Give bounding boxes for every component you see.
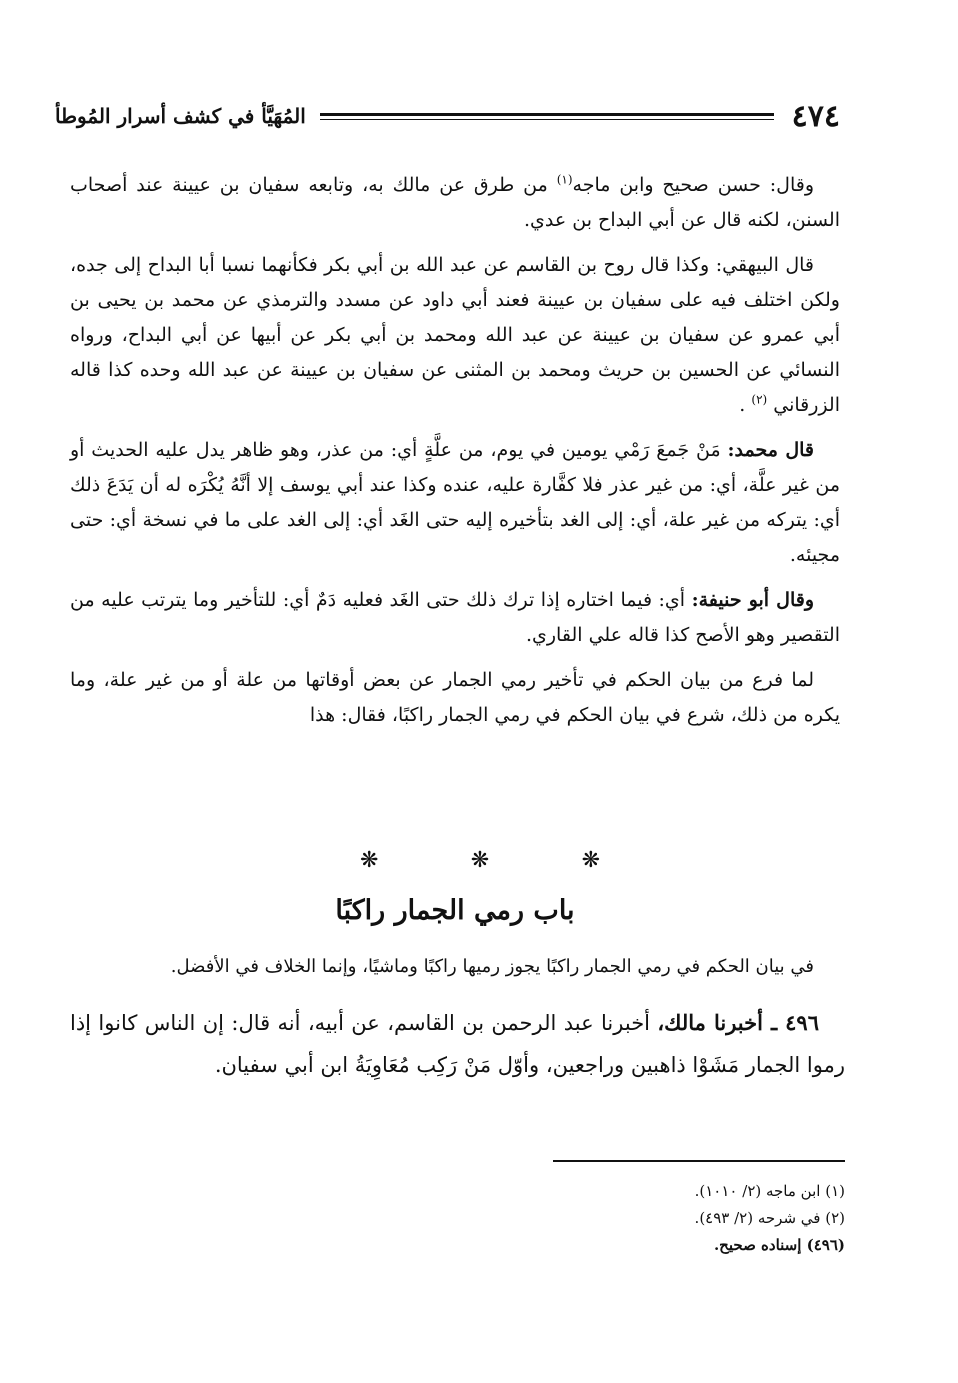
paragraph-4-text: أي: فيما اختاره إذا ترك ذلك حتى الغَد فعليه دَمٌ أي: للتأخير وما يترتب عليه من التقصير وهو الأصح كذا قاله علي القاري.: [70, 589, 840, 646]
paragraph-5-text: لما فرع من بيان الحكم في تأخير رمي الجمار عن بعض أوقاتها من علة أو من غير علة، وما يكره من ذلك، شرع في بيان الحكم في رمي الجمار راكبًا، فقال: هذا: [70, 669, 840, 726]
footnote-3: (٤٩٦) إسناده صحيح.: [713, 1236, 845, 1254]
hadith-number-lead: ٤٩٦ ـ أخبرنا مالك،: [657, 1010, 819, 1035]
paragraph-3: [70, 433, 840, 573]
footnote-2: (٢) في شرحه (٢/ ٤٩٣).: [694, 1209, 845, 1227]
hadith-text: [70, 1002, 845, 1086]
book-title: المُهَيَّأ في كشف أسرار المُوطأ: [55, 104, 306, 128]
paragraph-5: [70, 663, 840, 733]
page-header: [55, 92, 840, 140]
paragraph-2-text: قال البيهقي: وكذا قال روح بن القاسم عن عبد الله بن أبي بكر فكأنهما نسبا أبا البداح إلى جده، ولكن اختلف فيه على سفيان بن عيينة فعند أبي داود عن مسدد والترمذي عن محمد بن يحيى بن أبي عمرو عن سفيان بن عيينة عن عبد الله ومحمد بن أبي بكر عن أبيها عن أبي البداح، ورواه النسائي عن الحسين بن حريث ومحمد بن المثنى عن سفيان بن عيينة عن عبد الله وحده كذا قاله الزرقاني: [70, 254, 840, 416]
section-separator: [360, 848, 600, 873]
footnote-ref-2: (٢): [751, 392, 768, 407]
star-icon: ❋: [470, 848, 490, 873]
paragraph-3-text: مَنْ جَمعَ رَمْي يومين في يوم، من علَّةٍ أي: من عذر، وهو ظاهر يدل عليه الحديث أو من غير علَّة، أي: من غير عذر فلا كفَّارة عليه، عنده وكذا عند أبي يوسف إلا أنَّهُ يُكْرَه له أن يَدَعَ ذلك أي: يتركه من غير علة، أي: إلى الغد بتأخيره إليه حتى الغَد أي: إلى الغد على ما في نسخة أي: حتى مجيئه.: [70, 439, 840, 566]
footnote-ref-1: (١): [556, 172, 573, 187]
hadith-block: [70, 1002, 845, 1086]
paragraph-4: [70, 583, 840, 653]
chapter-subtitle: في بيان الحكم في رمي الجمار راكبًا يجوز رميها راكبًا وماشيًا، وإنما الخلاف في الأفضل.: [170, 956, 814, 977]
paragraph-3-lead: قال محمد:: [727, 439, 814, 461]
paragraph-2: [70, 248, 840, 423]
header-rule: [320, 113, 774, 120]
paragraph-1-text: وقال: حسن صحيح وابن ماجه: [572, 174, 814, 196]
commentary-text: [70, 168, 840, 743]
footnote-1: (١) ابن ماجه (٢/ ١٠١٠).: [694, 1182, 845, 1200]
paragraph-1-rest: من طرق عن مالك به، وتابعه سفيان بن عيينة عند أصحاب السنن، لكنه قال عن أبي البداح بن عدي.: [70, 174, 840, 231]
chapter-title: باب رمي الجمار راكبًا: [335, 895, 575, 926]
star-icon: ❋: [360, 848, 379, 873]
footnotes: [345, 1178, 845, 1259]
hadith-body: أخبرنا عبد الرحمن بن القاسم، عن أبيه، أنه قال: إن الناس كانوا إذا رموا الجمار مَشَوْا ذاهبين وراجعين، وأوّل مَنْ رَكِب مُعَاوِيَةُ ابن أبي سفيان.: [70, 1011, 845, 1077]
star-icon: ❋: [581, 848, 600, 873]
paragraph-4-lead: وقال أبو حنيفة:: [691, 589, 814, 611]
paragraph-2-end: .: [739, 394, 746, 416]
footnote-rule: [553, 1160, 845, 1162]
paragraph-1: [70, 168, 840, 238]
page-number: ٤٧٤: [791, 98, 840, 134]
